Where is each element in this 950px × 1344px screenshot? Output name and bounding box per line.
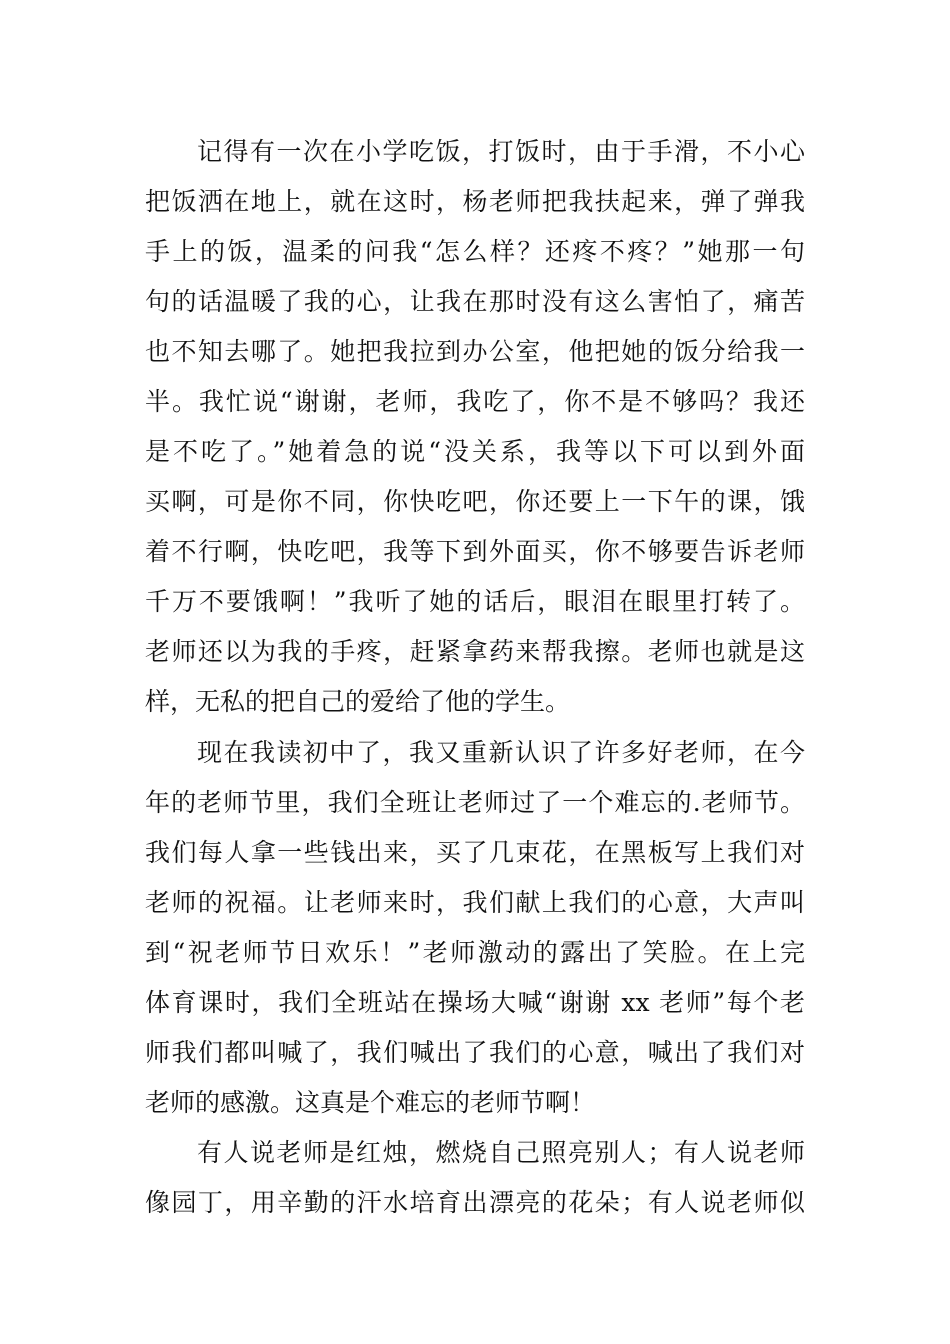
text-line: 样，无私的把自己的爱给了他的学生。 [145, 687, 571, 716]
text-line: 老师的感激。这真是个难忘的老师节啊！ [145, 1088, 596, 1117]
text-line: 有人说老师是红烛，燃烧自己照亮别人；有人说老师 [197, 1138, 805, 1167]
text-line: 像园丁，用辛勤的汗水培育出漂亮的花朵；有人说老师似 [145, 1188, 805, 1217]
text-line: 老师的祝福。让老师来时，我们献上我们的心意，大声叫 [145, 888, 805, 917]
text-line: 买啊，可是你不同，你快吃吧，你还要上一下午的课，饿 [145, 487, 805, 516]
text-line: 年的老师节里，我们全班让老师过了一个难忘的.老师节。 [145, 788, 805, 817]
text-line: 半。我忙说“谢谢，老师，我吃了，你不是不够吗？我还 [145, 387, 805, 416]
text-line: 千万不要饿啊！”我听了她的话后，眼泪在眼里打转了。 [145, 587, 805, 616]
text-line: 着不行啊，快吃吧，我等下到外面买，你不够要告诉老师 [145, 537, 805, 566]
text-line: 我们每人拿一些钱出来，买了几束花，在黑板写上我们对 [145, 838, 805, 867]
text-line: 也不知去哪了。她把我拉到办公室，他把她的饭分给我一 [145, 337, 805, 366]
text-line: 是不吃了。”她着急的说“没关系，我等以下可以到外面 [145, 437, 805, 466]
text-line: 记得有一次在小学吃饭，打饭时，由于手滑，不小心 [197, 137, 805, 166]
text-line: 现在我读初中了，我又重新认识了许多好老师，在今 [197, 738, 805, 767]
text-line: 老师还以为我的手疼，赶紧拿药来帮我擦。老师也就是这 [145, 637, 805, 666]
text-line: 到“祝老师节日欢乐！”老师激动的露出了笑脸。在上完 [145, 938, 805, 967]
text-line: 句的话温暖了我的心，让我在那时没有这么害怕了，痛苦 [145, 287, 805, 316]
text-line: 师我们都叫喊了，我们喊出了我们的心意，喊出了我们对 [145, 1038, 805, 1067]
text-line: 体育课时，我们全班站在操场大喊“谢谢 xx 老师”每个老 [145, 988, 805, 1017]
text-line: 手上的饭，温柔的问我“怎么样？还疼不疼？”她那一句 [145, 237, 805, 266]
text-line: 把饭洒在地上，就在这时，杨老师把我扶起来，弹了弹我 [145, 187, 805, 216]
